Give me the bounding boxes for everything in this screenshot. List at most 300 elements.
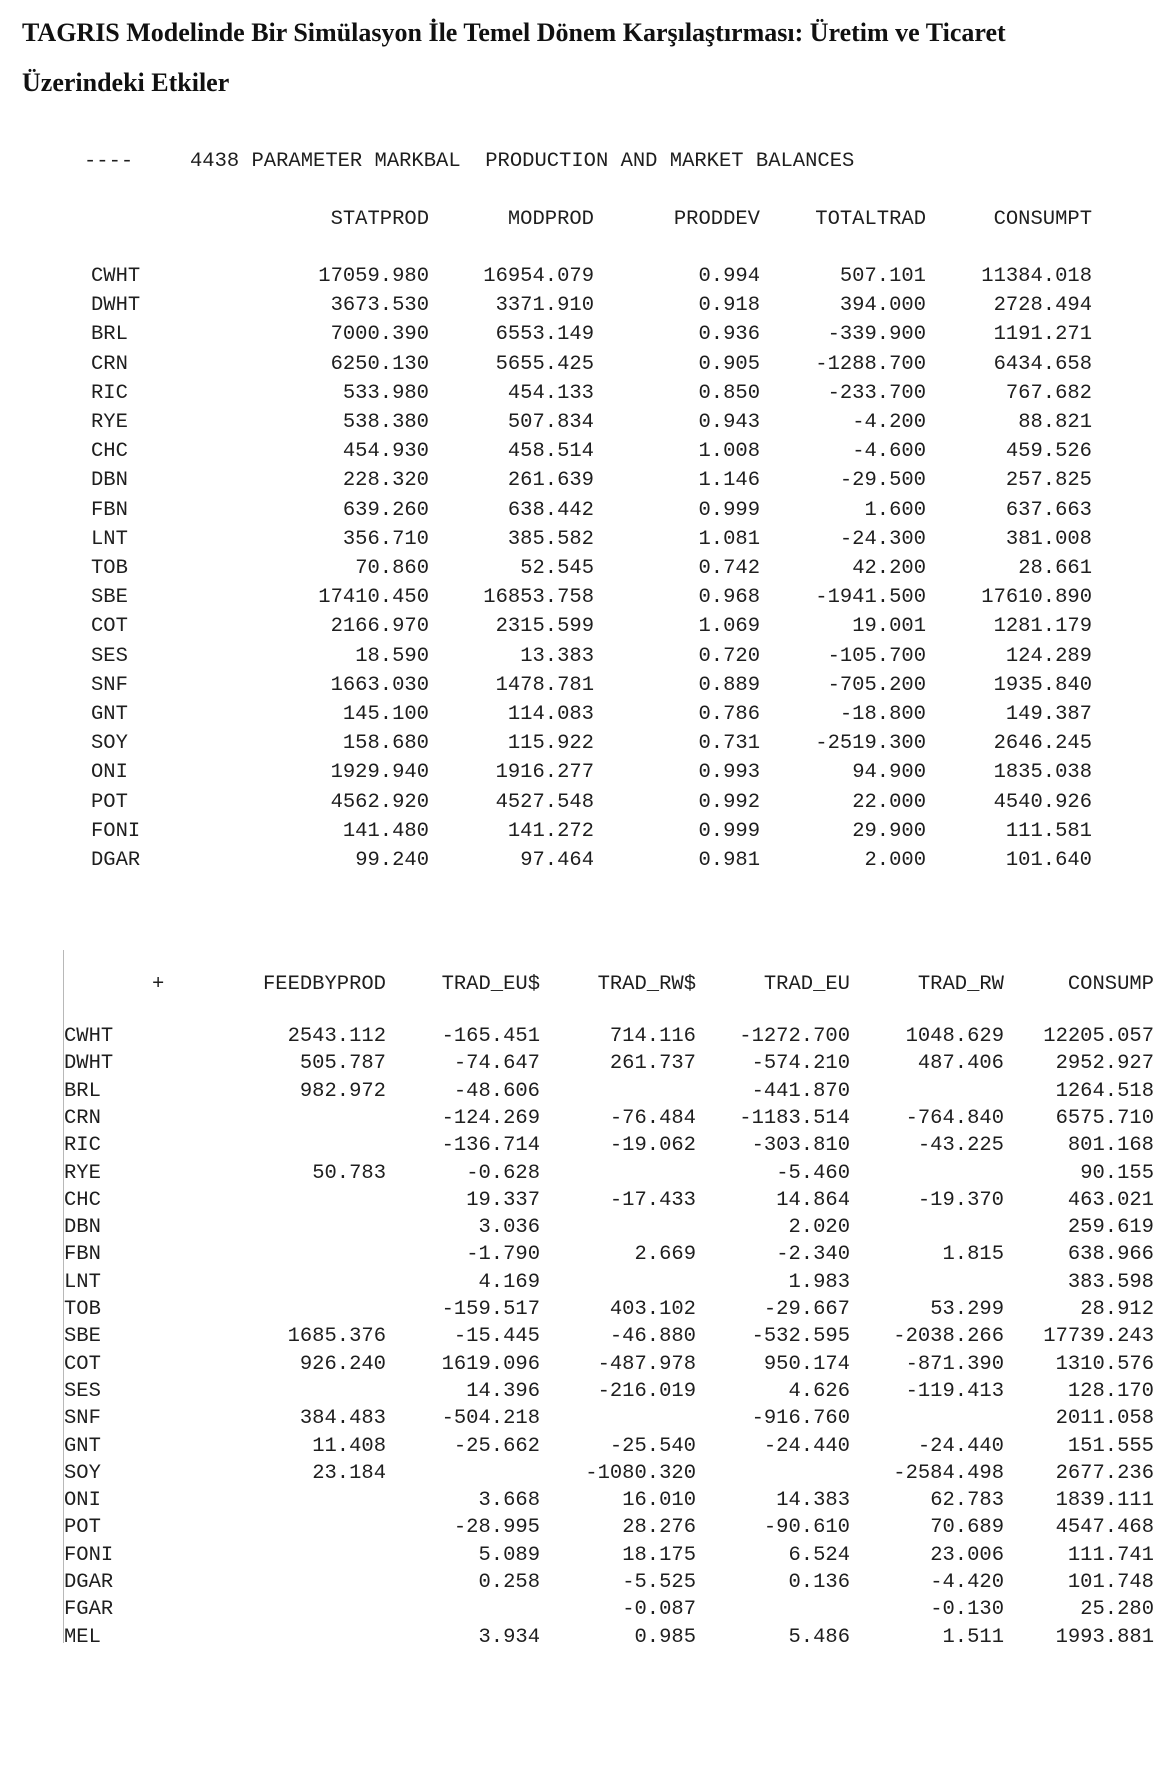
table-cell: 0.742	[698, 557, 760, 580]
table-cell: 11.408	[312, 1434, 386, 1458]
table-cell: 1281.179	[993, 615, 1092, 639]
column-header: TOTALTRAD	[815, 208, 926, 231]
row-label: CHC	[91, 440, 128, 464]
table-row	[60, 469, 1092, 498]
table-cell: -105.700	[827, 644, 926, 668]
table-row	[60, 352, 1092, 382]
table-cell: -19.062	[609, 1134, 696, 1158]
table-cell: 261.639	[507, 469, 594, 493]
row-label: ONI	[91, 761, 128, 785]
row-label: RYE	[91, 411, 128, 434]
column-header: TRAD_RW	[917, 973, 1004, 996]
table-cell: 5.486	[788, 1625, 850, 1649]
table-cell: 950.174	[763, 1352, 850, 1376]
table-cell: 101.640	[1005, 849, 1092, 872]
table-cell: 0.968	[698, 586, 760, 610]
table-cell: -871.390	[905, 1352, 1004, 1376]
table-cell: 2728.494	[993, 294, 1092, 318]
table-cell: 385.582	[507, 527, 594, 551]
table-cell: 0.786	[698, 703, 760, 726]
table-cell: -124.269	[441, 1106, 540, 1130]
table-row	[64, 1134, 1154, 1163]
table-cell: 28.912	[1080, 1298, 1154, 1321]
table-cell: 1264.518	[1055, 1079, 1154, 1103]
table-row	[60, 703, 1092, 732]
table-cell: -2519.300	[815, 732, 926, 756]
table-cell: 141.480	[342, 819, 429, 843]
table-cell: 90.155	[1080, 1161, 1154, 1185]
table-row	[64, 1025, 1154, 1054]
table-cell: 1835.038	[993, 761, 1092, 785]
row-label: FGAR	[64, 1598, 114, 1622]
page-title-line-2: Üzerindeki Etkiler	[22, 68, 230, 97]
table-cell: 2646.245	[993, 732, 1092, 756]
table-cell: 16954.079	[483, 265, 594, 288]
table-cell: 149.387	[1005, 703, 1092, 726]
table-cell: 3.934	[478, 1625, 540, 1649]
row-label: SBE	[64, 1325, 101, 1349]
table-cell: 487.406	[917, 1052, 1004, 1076]
table-cell: 982.972	[299, 1079, 386, 1103]
column-header: PRODDEV	[673, 208, 760, 231]
row-label: FBN	[91, 498, 128, 522]
table-cell: 637.663	[1005, 498, 1092, 522]
table-cell: 111.581	[1005, 819, 1092, 843]
table-cell: 17739.243	[1043, 1325, 1154, 1349]
table-row	[64, 1598, 1154, 1627]
table-cell: -24.440	[763, 1434, 850, 1458]
table-row	[64, 1407, 1154, 1436]
table-cell: -339.900	[827, 323, 926, 347]
row-label: CWHT	[91, 265, 141, 288]
continuation-plus: +	[152, 973, 165, 996]
row-label: LNT	[91, 527, 128, 551]
row-label: FONI	[91, 819, 141, 843]
table-cell: 29.900	[852, 819, 926, 843]
table-cell: -5.460	[776, 1161, 850, 1185]
page-title	[22, 8, 1136, 108]
table-cell: 454.133	[507, 381, 594, 405]
table-cell: -25.662	[453, 1434, 540, 1458]
table-cell: 158.680	[342, 732, 429, 756]
table-cell: 1.600	[864, 498, 926, 522]
table-cell: -1183.514	[739, 1106, 850, 1130]
table-row	[64, 1571, 1154, 1600]
row-label: DWHT	[91, 294, 141, 318]
table-row	[60, 644, 1092, 674]
table-cell: 3673.530	[330, 294, 429, 318]
table-row	[60, 849, 1092, 878]
table-cell: 1.008	[698, 440, 760, 464]
row-label: RIC	[91, 381, 128, 405]
table-cell: -17.433	[609, 1188, 696, 1212]
table-cell: 14.396	[466, 1379, 540, 1403]
table-cell: -1941.500	[815, 586, 926, 610]
table-cell: -24.440	[917, 1434, 1004, 1458]
table-row	[64, 1188, 1154, 1218]
column-header: STATPROD	[330, 208, 429, 231]
row-label: RIC	[64, 1134, 101, 1158]
table-cell: 3371.910	[495, 294, 594, 318]
table-cell: 505.787	[299, 1052, 386, 1076]
table-row	[64, 1298, 1154, 1327]
table-cell: -165.451	[441, 1025, 540, 1048]
row-label: DWHT	[64, 1052, 114, 1076]
table-cell: 88.821	[1018, 411, 1092, 434]
table-cell: -2038.266	[893, 1325, 1004, 1349]
table-row	[64, 1379, 1154, 1409]
table-cell: -1080.320	[585, 1461, 696, 1485]
table-cell: 383.598	[1067, 1270, 1154, 1294]
table-cell: 114.083	[507, 703, 594, 726]
table-row	[60, 790, 1092, 820]
table-cell: 17410.450	[318, 586, 429, 610]
table-cell: 6250.130	[330, 352, 429, 376]
table-cell: 0.999	[698, 498, 760, 522]
table-row	[60, 323, 1092, 352]
table-row	[64, 1625, 1154, 1655]
table-cell: 70.689	[930, 1516, 1004, 1540]
table-cell: 538.380	[342, 411, 429, 434]
table-cell: 97.464	[520, 849, 594, 872]
table-row	[64, 1161, 1154, 1191]
table-cell: -0.130	[930, 1598, 1004, 1622]
table-cell: 2952.927	[1055, 1052, 1154, 1076]
table-cell: 13.383	[520, 644, 594, 668]
table-row	[60, 819, 1092, 849]
table-cell: 6575.710	[1055, 1106, 1154, 1130]
table-cell: -0.628	[466, 1161, 540, 1185]
table-cell: 11384.018	[981, 265, 1092, 288]
table-cell: -29.667	[763, 1298, 850, 1321]
table-cell: 141.272	[507, 819, 594, 843]
table-cell: -233.700	[827, 381, 926, 405]
table-cell: 1.983	[788, 1270, 850, 1294]
table-cell: 6434.658	[993, 352, 1092, 376]
row-label: DGAR	[64, 1571, 114, 1594]
table-row	[64, 1325, 1154, 1354]
table-cell: 3.668	[478, 1489, 540, 1513]
table-cell: -43.225	[917, 1134, 1004, 1158]
table-cell: -4.420	[930, 1571, 1004, 1594]
table-cell: -76.484	[609, 1106, 696, 1130]
table-cell: 1.815	[942, 1243, 1004, 1267]
table-cell: 1.069	[698, 615, 760, 639]
table-row	[60, 527, 1092, 557]
table-cell: -159.517	[441, 1298, 540, 1321]
trade-table-screenshot	[63, 950, 1154, 1649]
table-cell: 4527.548	[495, 790, 594, 814]
row-label: COT	[64, 1352, 101, 1376]
table-cell: 53.299	[930, 1298, 1004, 1321]
table-cell: 1191.271	[993, 323, 1092, 347]
table-cell: 0.889	[698, 673, 760, 697]
table-cell: -18.800	[839, 703, 926, 726]
table-row	[64, 1516, 1154, 1545]
table-row	[60, 440, 1092, 469]
row-label: MEL	[64, 1625, 101, 1649]
row-label: GNT	[64, 1434, 101, 1458]
table-cell: 3.036	[478, 1216, 540, 1240]
table-row	[64, 1543, 1154, 1573]
column-header: MODPROD	[507, 208, 594, 231]
table-cell: 151.555	[1067, 1434, 1154, 1458]
row-label: TOB	[91, 557, 128, 580]
table-cell: 0.720	[698, 644, 760, 668]
table-cell: 16853.758	[483, 586, 594, 610]
row-label: GNT	[91, 703, 128, 726]
row-label: SES	[91, 644, 128, 668]
column-header: CONSUMPT	[993, 208, 1092, 231]
table-row	[64, 1489, 1154, 1518]
table-cell: 28.276	[622, 1516, 696, 1540]
table-cell: 12205.057	[1043, 1025, 1154, 1048]
table-cell: 70.860	[355, 557, 429, 580]
table-row	[60, 732, 1092, 761]
table-cell: 124.289	[1005, 644, 1092, 668]
table-cell: 0.850	[698, 381, 760, 405]
table-cell: -504.218	[441, 1407, 540, 1431]
table-cell: -24.300	[839, 527, 926, 551]
row-label: SBE	[91, 586, 128, 610]
table-cell: 16.010	[622, 1489, 696, 1513]
table-cell: 2166.970	[330, 615, 429, 639]
table-cell: -532.595	[751, 1325, 850, 1349]
table-cell: -216.019	[597, 1379, 696, 1403]
table-row	[64, 1461, 1154, 1491]
table-cell: 714.116	[609, 1025, 696, 1048]
table-cell: 533.980	[342, 381, 429, 405]
table-cell: -119.413	[905, 1379, 1004, 1403]
table-cell: 115.922	[507, 732, 594, 756]
table-cell: -28.995	[453, 1516, 540, 1540]
table-cell: 99.240	[355, 849, 429, 872]
table-cell: 638.966	[1067, 1243, 1154, 1267]
table-cell: -1.790	[466, 1243, 540, 1267]
table-cell: -1272.700	[739, 1025, 850, 1048]
table-cell: 18.175	[622, 1543, 696, 1567]
table-row	[64, 1079, 1154, 1109]
table-cell: -705.200	[827, 673, 926, 697]
table-cell: 2.669	[634, 1243, 696, 1267]
table-cell: 18.590	[355, 644, 429, 668]
table-cell: 25.280	[1080, 1598, 1154, 1622]
table-cell: 1993.881	[1055, 1625, 1154, 1649]
table-cell: 0.905	[698, 352, 760, 376]
row-label: CWHT	[64, 1025, 114, 1048]
row-label: BRL	[64, 1079, 101, 1103]
row-label: CHC	[64, 1188, 101, 1212]
row-label: CRN	[64, 1106, 101, 1130]
table-cell: 926.240	[299, 1352, 386, 1376]
table-cell: -574.210	[751, 1052, 850, 1076]
table-row	[64, 1434, 1154, 1464]
page-title-line-1: TAGRIS Modelinde Bir Simülasyon İle Temel Dönem Karşılaştırması: Üretim ve Ticaret	[22, 18, 1006, 47]
table-cell: 0.936	[698, 323, 760, 347]
column-header: CONSUMP	[1067, 973, 1154, 996]
table-cell: 1048.629	[905, 1025, 1004, 1048]
table-cell: 7000.390	[330, 323, 429, 347]
table-cell: -74.647	[453, 1052, 540, 1076]
table-cell: -29.500	[839, 469, 926, 493]
table-cell: 228.320	[342, 469, 429, 493]
table-row	[64, 1106, 1154, 1136]
table-cell: 4562.920	[330, 790, 429, 814]
table-cell: -15.445	[453, 1325, 540, 1349]
table-cell: 2543.112	[287, 1025, 386, 1048]
table-cell: 459.526	[1005, 440, 1092, 464]
table-cell: 28.661	[1018, 557, 1092, 580]
table-cell: 22.000	[852, 790, 926, 814]
table-row	[64, 1270, 1154, 1300]
table-cell: 2677.236	[1055, 1461, 1154, 1485]
row-label: DBN	[64, 1216, 101, 1240]
table-cell: 1839.111	[1055, 1489, 1154, 1513]
table-cell: -48.606	[453, 1079, 540, 1103]
row-label: SOY	[64, 1461, 101, 1485]
row-label: BRL	[91, 323, 128, 347]
table-cell: 2315.599	[495, 615, 594, 639]
table-cell: -764.840	[905, 1106, 1004, 1130]
table-cell: 52.545	[520, 557, 594, 580]
table-cell: 111.741	[1067, 1543, 1154, 1567]
table-cell: 0.731	[698, 732, 760, 756]
parameter-dashes: ----	[84, 150, 134, 173]
table-cell: 0.992	[698, 790, 760, 814]
table-cell: 4540.926	[993, 790, 1092, 814]
table-cell: 1685.376	[287, 1325, 386, 1349]
table-row	[60, 557, 1092, 586]
table-cell: 5.089	[478, 1543, 540, 1567]
row-label: COT	[91, 615, 128, 639]
table-cell: 42.200	[852, 557, 926, 580]
table-cell: 1916.277	[495, 761, 594, 785]
table-cell: 62.783	[930, 1489, 1004, 1513]
table-cell: 1663.030	[330, 673, 429, 697]
table-cell: 0.943	[698, 411, 760, 434]
table-cell: 0.981	[698, 849, 760, 872]
table-cell: 0.993	[698, 761, 760, 785]
table-cell: -487.978	[597, 1352, 696, 1376]
table-cell: 101.748	[1067, 1571, 1154, 1594]
table-cell: 0.994	[698, 265, 760, 288]
table-row	[60, 761, 1092, 790]
table-cell: 507.834	[507, 411, 594, 434]
table-cell: 4547.468	[1055, 1516, 1154, 1540]
table-cell: 801.168	[1067, 1134, 1154, 1158]
table-row	[60, 381, 1092, 411]
table-cell: 381.008	[1005, 527, 1092, 551]
table-row	[64, 1216, 1154, 1245]
column-header: TRAD_EU$	[441, 973, 540, 996]
table-cell: 1.511	[942, 1625, 1004, 1649]
table-cell: -441.870	[751, 1079, 850, 1103]
table-cell: 17059.980	[318, 265, 429, 288]
table-cell: 261.737	[609, 1052, 696, 1076]
row-label: FONI	[64, 1543, 114, 1567]
table-cell: -0.087	[622, 1598, 696, 1622]
table-row	[60, 673, 1092, 703]
table-cell: -1288.700	[815, 352, 926, 376]
table-cell: 259.619	[1067, 1216, 1154, 1240]
table-cell: 94.900	[852, 761, 926, 785]
table-cell: -2584.498	[893, 1461, 1004, 1485]
row-label: CRN	[91, 352, 128, 376]
table-cell: 128.170	[1067, 1379, 1154, 1403]
table-cell: -19.370	[917, 1188, 1004, 1212]
table-cell: 0.985	[634, 1625, 696, 1649]
table-cell: 257.825	[1005, 469, 1092, 493]
table-cell: 1.146	[698, 469, 760, 493]
table-cell: 23.184	[312, 1461, 386, 1485]
row-label: TOB	[64, 1298, 101, 1321]
table-cell: 1935.840	[993, 673, 1092, 697]
row-label: DGAR	[91, 849, 141, 872]
row-label: SNF	[64, 1407, 101, 1431]
table-cell: -303.810	[751, 1134, 850, 1158]
table-cell: 638.442	[507, 498, 594, 522]
table-cell: 2.000	[864, 849, 926, 872]
table-cell: 6.524	[788, 1543, 850, 1567]
table-cell: 0.999	[698, 819, 760, 843]
table-cell: 458.514	[507, 440, 594, 464]
table-cell: -90.610	[763, 1516, 850, 1540]
table-cell: 394.000	[839, 294, 926, 318]
table-cell: 19.337	[466, 1188, 540, 1212]
table-cell: -4.200	[852, 411, 926, 434]
table-cell: 14.383	[776, 1489, 850, 1513]
table-row	[60, 265, 1092, 294]
table-row	[60, 294, 1092, 323]
column-header: TRAD_RW$	[597, 973, 696, 996]
table-row	[64, 1052, 1154, 1081]
table-cell: 356.710	[342, 527, 429, 551]
column-header: TRAD_EU	[763, 973, 850, 996]
row-label: ONI	[64, 1489, 101, 1513]
table-cell: 5655.425	[495, 352, 594, 376]
table-cell: -25.540	[609, 1434, 696, 1458]
table-cell: 403.102	[609, 1298, 696, 1321]
table-row	[60, 586, 1092, 615]
table-cell: 1310.576	[1055, 1352, 1154, 1376]
table-row	[60, 615, 1092, 644]
row-label: POT	[91, 790, 128, 814]
table-cell: 4.626	[788, 1379, 850, 1403]
table-row	[60, 498, 1092, 528]
row-label: POT	[64, 1516, 101, 1540]
table-cell: 0.918	[698, 294, 760, 318]
table-cell: 2.020	[788, 1216, 850, 1240]
row-label: DBN	[91, 469, 128, 493]
table-cell: 507.101	[839, 265, 926, 288]
table-cell: -4.600	[852, 440, 926, 464]
parameter-title: 4438 PARAMETER MARKBAL PRODUCTION AND MARKET BALANCES	[190, 150, 855, 173]
table-cell: 1929.940	[330, 761, 429, 785]
table-cell: 639.260	[342, 498, 429, 522]
row-label: LNT	[64, 1270, 101, 1294]
table-row	[60, 411, 1092, 440]
table-cell: -916.760	[751, 1407, 850, 1431]
table-cell: -46.880	[609, 1325, 696, 1349]
table-cell: 1.081	[698, 527, 760, 551]
table-cell: 6553.149	[495, 323, 594, 347]
row-label: SOY	[91, 732, 128, 756]
row-label: FBN	[64, 1243, 101, 1267]
table-cell: 50.783	[312, 1161, 386, 1185]
table-cell: -136.714	[441, 1134, 540, 1158]
table-cell: 19.001	[852, 615, 926, 639]
table-cell: 384.483	[299, 1407, 386, 1431]
